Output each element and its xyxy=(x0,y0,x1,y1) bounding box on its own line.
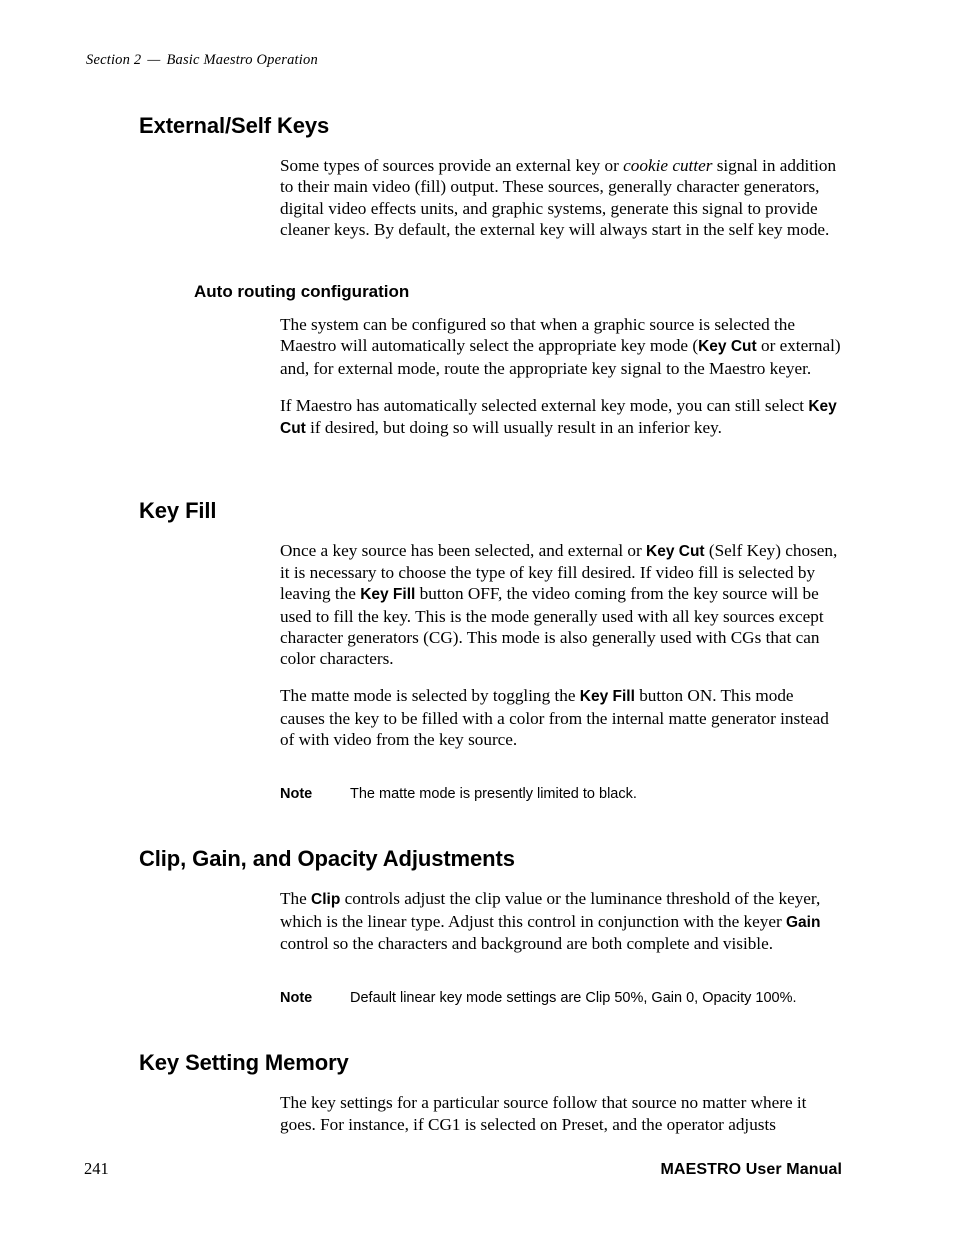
running-head-separator: — xyxy=(147,52,161,68)
paragraph-auto-routing-1: The system can be configured so that when a graphic source is selected the Maestro will automatically select the appropriate key mode (Key Cut or external) and, for external mode, route the appropriate key signal to the Maestro keyer. xyxy=(280,315,841,378)
paragraph-key-fill-1: Once a key source has been selected, and external or Key Cut (Self Key) chosen, it is necessary to choose the type of key fill desired. If video fill is selected by leaving the Key Fill button OFF, the video coming from the key source will be used to fill the key. This is the mode generally used with all key sources except character generators (CG). This mode is also generally used with CGs that can color characters. xyxy=(280,540,838,669)
paragraph-auto-routing-2: If Maestro has automatically selected external key mode, you can still select Key Cut if desired, but doing so will usually result in an inferior key. xyxy=(280,396,837,438)
heading-external-self-keys: External/Self Keys xyxy=(139,113,330,138)
heading-key-fill: Key Fill xyxy=(139,497,217,523)
running-head-chapter: Basic Maestro Operation xyxy=(166,52,318,68)
manual-title: MAESTRO User Manual xyxy=(660,1161,842,1178)
note-clip-gain xyxy=(280,988,842,1008)
heading-auto-routing-configuration: Auto routing configuration xyxy=(194,282,410,302)
paragraph-key-fill-2: The matte mode is selected by toggling the Key Fill button ON. This mode causes the key to be filled with a color from the internal matte generator instead of with video from the key source. xyxy=(280,686,829,750)
note-key-fill xyxy=(280,784,842,804)
paragraph-clip-gain-1: The Clip controls adjust the clip value or the luminance threshold of the keyer, which is the linear type. Adjust this control in conjunction with the keyer Gain control so the characters and background are both complete and visible. xyxy=(280,889,821,953)
note-label: Note xyxy=(280,786,313,803)
paragraph-external-self-keys-1: Some types of sources provide an external key or cookie cutter signal in addition to their main video (fill) output. These sources, generally character generators, digital video effects units, and graphic systems, generate this signal to provide cleaner keys. By default, the external key will always start in the self key mode. xyxy=(280,156,837,239)
heading-key-setting-memory: Key Setting Memory xyxy=(139,1050,349,1076)
page-footer xyxy=(84,1159,842,1179)
running-head xyxy=(86,52,842,69)
running-head-section: Section 2 xyxy=(86,52,142,68)
note-label: Note xyxy=(280,990,313,1007)
page-number: 241 xyxy=(84,1159,109,1178)
paragraph-key-setting-memory-1: The key settings for a particular source follow that source no matter where it goes. For instance, if CG1 is selected on Preset, and the operator adjusts xyxy=(280,1093,807,1134)
note-text: The matte mode is presently limited to black. xyxy=(350,786,637,803)
note-text: Default linear key mode settings are Clip 50%, Gain 0, Opacity 100%. xyxy=(350,990,797,1007)
heading-clip-gain-opacity: Clip, Gain, and Opacity Adjustments xyxy=(139,846,515,872)
